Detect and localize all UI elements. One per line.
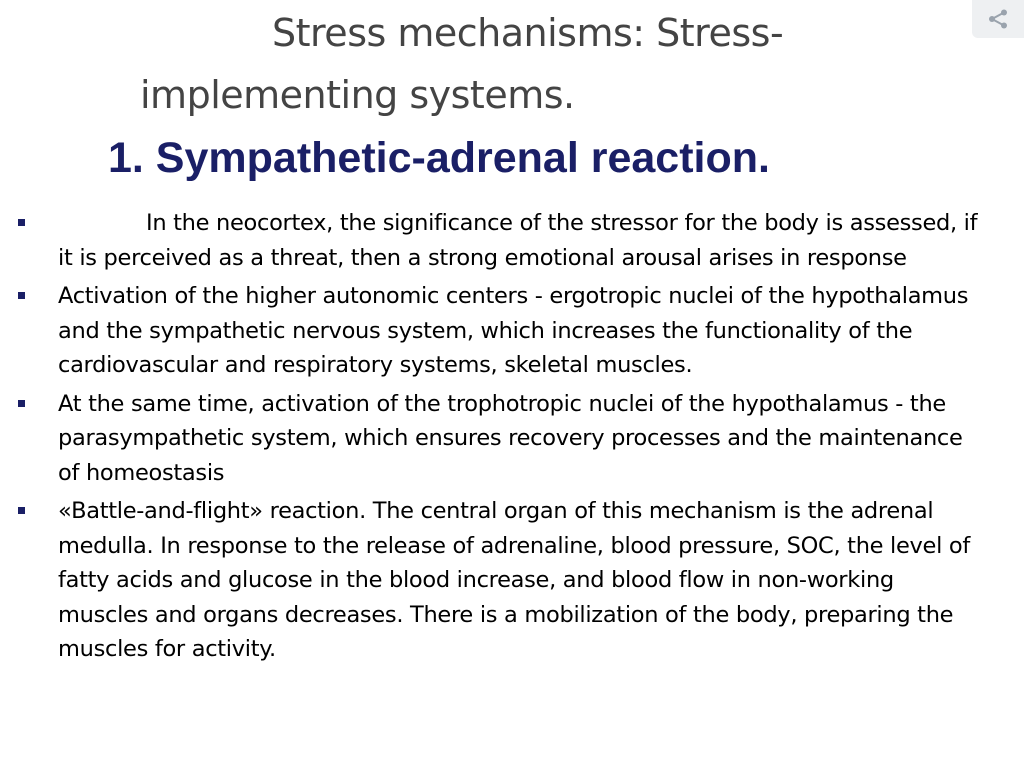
slide-title-line-2: implementing systems. [140, 73, 575, 117]
bullet-marker-icon [18, 292, 25, 299]
slide-title-line-1: Stress mechanisms: Stress- [272, 11, 784, 55]
bullet-item [58, 387, 988, 491]
share-icon[interactable] [972, 0, 1024, 38]
bullet-marker-icon [18, 507, 25, 514]
bullet-item [58, 494, 988, 667]
bullet-item [58, 279, 988, 383]
bullet-marker-icon [18, 219, 25, 226]
bullet-text: At the same time, activation of the trophotropic nuclei of the hypothalamus - the parasympathetic system, which ensures recovery processes and the maintenance of homeostasis [58, 390, 963, 486]
slide-heading: 1. Sympathetic-adrenal reaction. [108, 134, 770, 182]
share-glyph [987, 8, 1009, 30]
bullet-marker-icon [18, 400, 25, 407]
bullet-item [58, 206, 988, 275]
bullet-text: «Battle-and-flight» reaction. The central organ of this mechanism is the adrenal medulla. In response to the release of adrenaline, blood pressure, SOC, the level of fatty acids and glucose in the blood increase, and blood flow in non-working muscles and organs decreases. There is a mobilization of the body, preparing the muscles for activity. [58, 498, 970, 662]
bullet-text: In the neocortex, the significance of the stressor for the body is assessed, if it is perceived as a threat, then a strong emotional arousal arises in response [58, 210, 978, 271]
bullet-list [0, 206, 1024, 671]
bullet-text: Activation of the higher autonomic centers - ergotropic nuclei of the hypothalamus and the sympathetic nervous system, which increases the functionality of the cardiovascular and respiratory systems, skeletal muscles. [58, 283, 969, 378]
